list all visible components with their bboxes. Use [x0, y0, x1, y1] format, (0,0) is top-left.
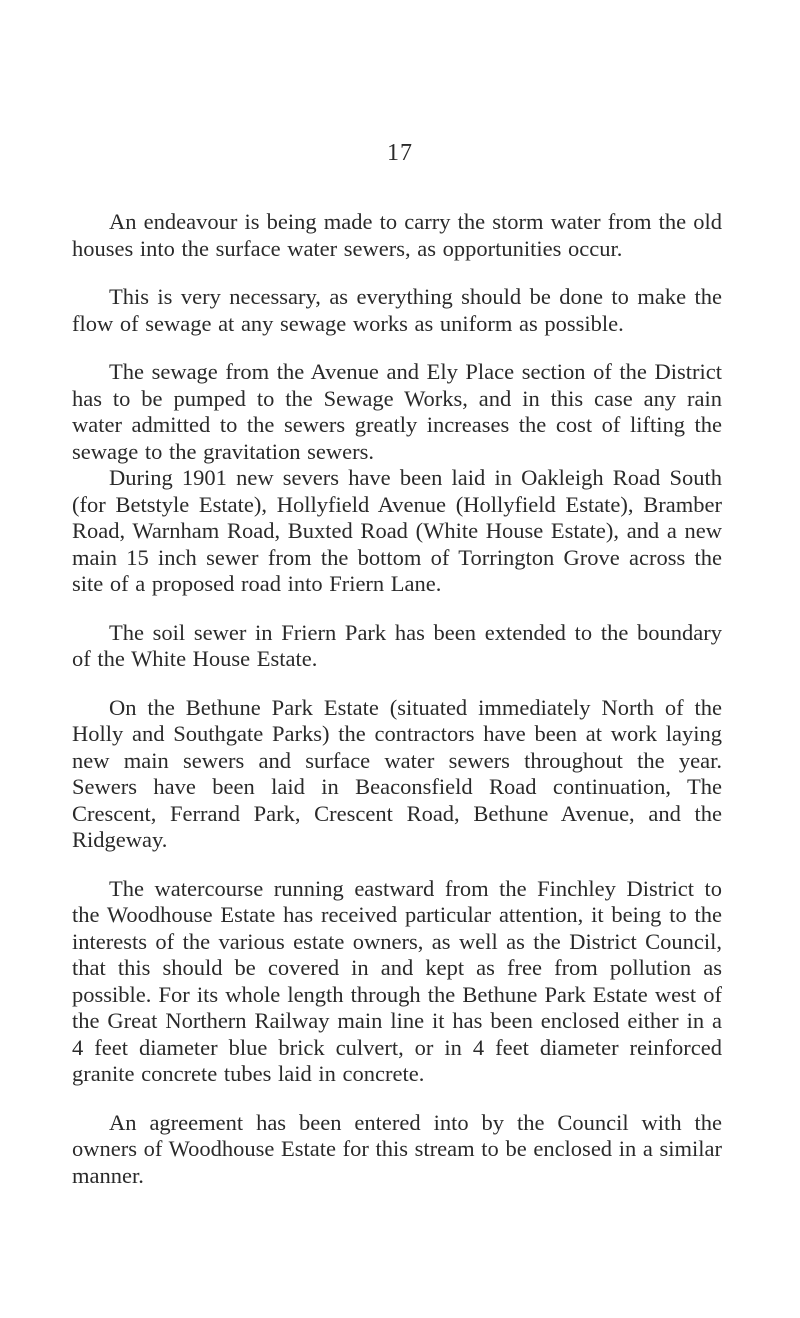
paragraph-new-sewers-1901: During 1901 new severs have been laid in Oakleigh Road South (for Betstyle Estate), Hollyfield Avenue (Hollyfield Estate), Bramber Road, Warnham Road, Buxted Road (White House Estate), and a new main 15 inch sewer from the bottom of Torrington Grove across the site of a proposed road into Friern Lane.	[72, 465, 722, 596]
body-text	[72, 209, 722, 1211]
paragraph-bethune-park: On the Bethune Park Estate (situated immediately North of the Holly and Southgate Parks) the contractors have been at work laying new main sewers and surface water sewers throughout the year. Sewers have been laid in Beaconsfield Road continuation, The Crescent, Ferrand Park, Crescent Road, Bethune Avenue, and the Ridgeway.	[72, 694, 722, 852]
paragraph-pumping: The sewage from the Avenue and Ely Place section of the District has to be pumped to the Sewage Works, and in this case any rain water admitted to the sewers greatly increases the cost of lifting the sewage to the gravitation sewers.	[72, 359, 722, 464]
paragraph-storm-water: An endeavour is being made to carry the storm water from the old houses into the surface water sewers, as opportunities occur.	[72, 209, 722, 261]
paragraph-sewage-flow: This is very necessary, as everything should be done to make the flow of sewage at any sewage works as uniform as possible.	[72, 284, 722, 336]
paragraph-friern-park: The soil sewer in Friern Park has been extended to the boundary of the White House Estate.	[72, 619, 722, 671]
page-number: 17	[387, 140, 413, 166]
paragraph-agreement: An agreement has been entered into by the Council with the owners of Woodhouse Estate for this stream to be enclosed in a similar manner.	[72, 1109, 722, 1188]
paragraph-watercourse: The watercourse running eastward from the Finchley District to the Woodhouse Estate has received particular attention, it being to the interests of the various estate owners, as well as the District Council, that this should be covered in and kept as free from pollution as possible. For its whole length through the Bethune Park Estate west of the Great Northern Railway main line it has been enclosed either in a 4 feet diameter blue brick culvert, or in 4 feet diameter reinforced granite concrete tubes laid in concrete.	[72, 875, 722, 1086]
